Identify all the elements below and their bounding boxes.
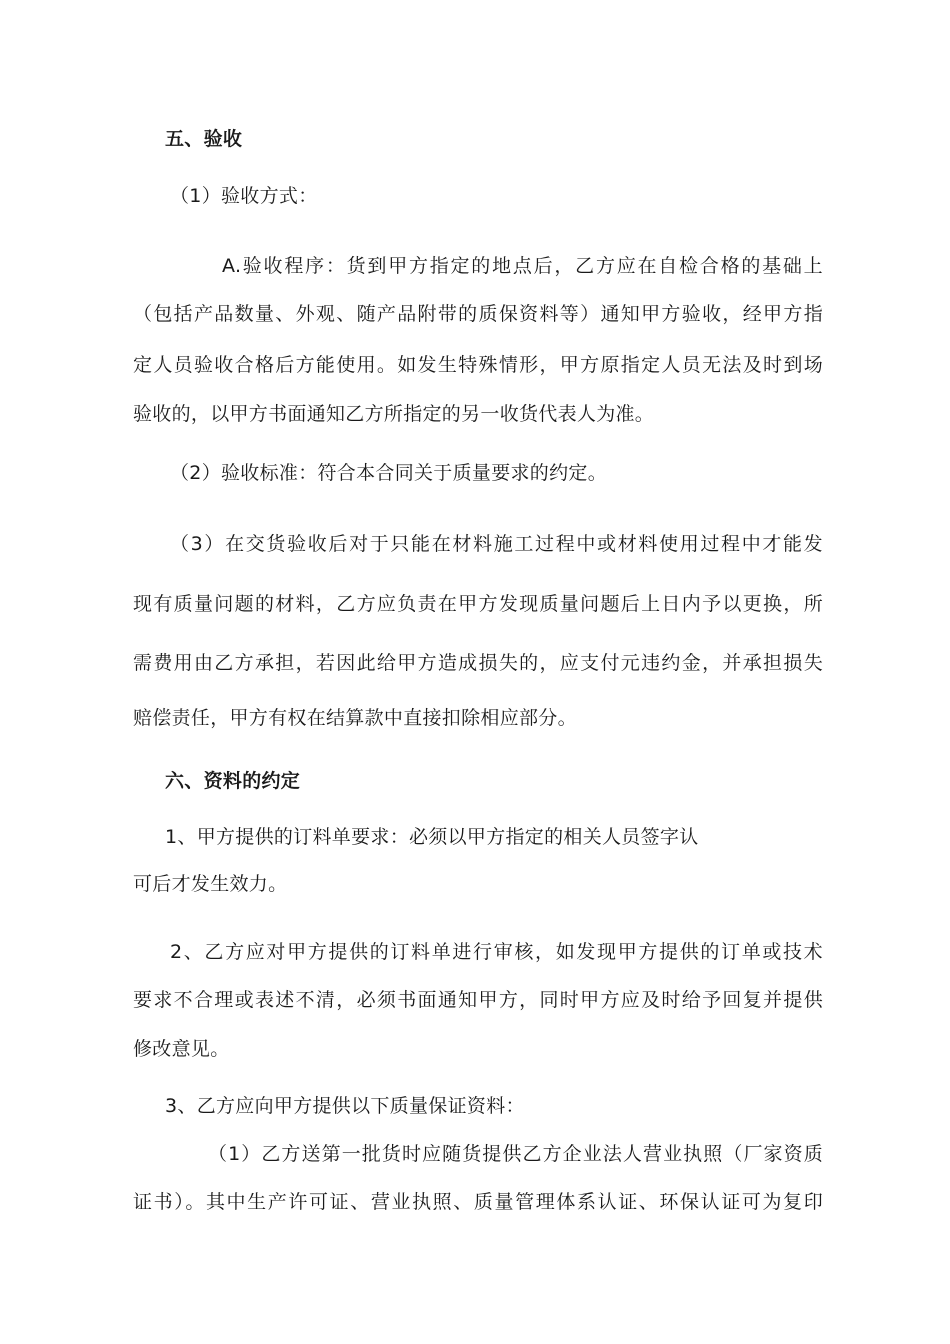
section-6-item-2-line: 2、乙方应对甲方提供的订料单进行审核，如发现甲方提供的订单或技术 xyxy=(170,941,823,963)
section-5-item-1a-line: （包括产品数量、外观、随产品附带的质保资料等）通知甲方验收，经甲方指 xyxy=(133,303,823,325)
section-6-heading: 六、资料的约定 xyxy=(165,770,301,792)
section-5-item-3-line: （3）在交货验收后对于只能在材料施工过程中或材料使用过程中才能发 xyxy=(170,533,823,555)
section-5-item-3-line: 需费用由乙方承担，若因此给甲方造成损失的，应支付元违约金，并承担损失 xyxy=(133,652,823,674)
section-5-item-3-line: 赔偿责任，甲方有权在结算款中直接扣除相应部分。 xyxy=(133,707,577,729)
section-6-item-2-line: 修改意见。 xyxy=(133,1038,230,1060)
section-5-item-3-line: 现有质量问题的材料，乙方应负责在甲方发现质量问题后上日内予以更换，所 xyxy=(133,593,823,615)
section-5-item-2: （2）验收标准：符合本合同关于质量要求的约定。 xyxy=(170,462,607,484)
section-5-heading: 五、验收 xyxy=(165,128,243,150)
section-5-item-1a-line: 验收的，以甲方书面通知乙方所指定的另一收货代表人为准。 xyxy=(133,403,655,425)
section-6-item-3-1-line: 证书）。其中生产许可证、营业执照、质量管理体系认证、环保认证可为复印 xyxy=(133,1191,823,1213)
section-6-item-1-line: 可后才发生效力。 xyxy=(133,873,288,895)
section-5-item-1a-line: 定人员验收合格后方能使用。如发生特殊情形，甲方原指定人员无法及时到场 xyxy=(133,354,823,376)
section-5-item-1a-line: A.验收程序：货到甲方指定的地点后，乙方应在自检合格的基础上 xyxy=(222,255,823,277)
section-5-item-1-label: （1）验收方式： xyxy=(170,185,318,207)
section-6-item-1-line: 1、甲方提供的订料单要求：必须以甲方指定的相关人员签字认 xyxy=(165,826,699,848)
section-6-item-3-1-line: （1）乙方送第一批货时应随货提供乙方企业法人营业执照（厂家资质 xyxy=(208,1143,823,1165)
section-6-item-3: 3、乙方应向甲方提供以下质量保证资料： xyxy=(165,1095,525,1117)
section-6-item-2-line: 要求不合理或表述不清，必须书面通知甲方，同时甲方应及时给予回复并提供 xyxy=(133,989,823,1011)
